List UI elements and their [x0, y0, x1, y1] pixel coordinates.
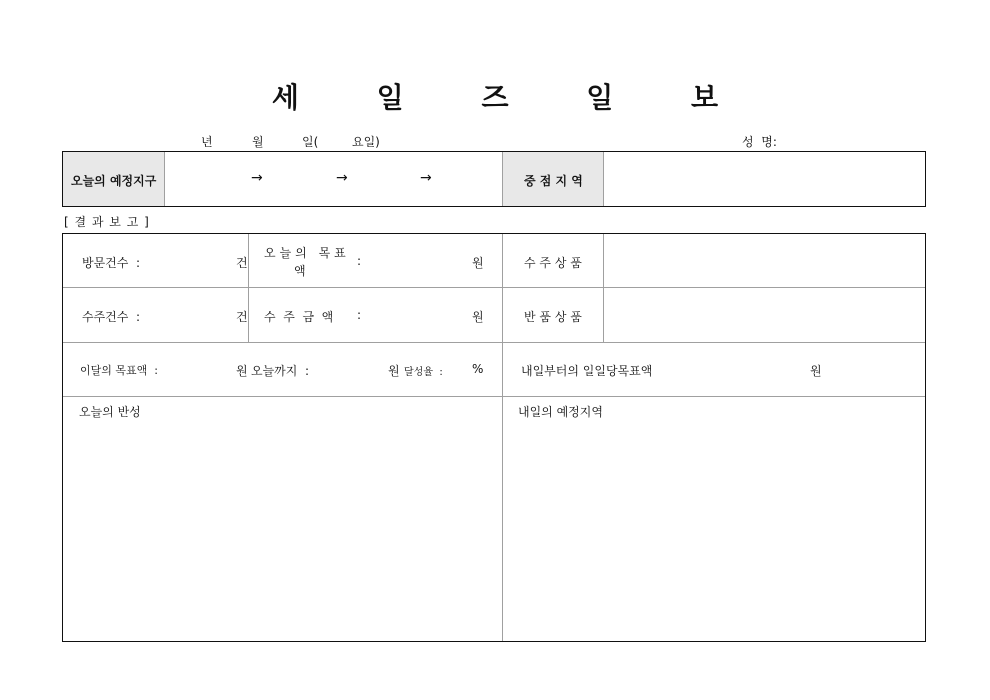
year-label: 년 [201, 135, 213, 149]
visits-unit: 건 [236, 256, 248, 270]
divider [603, 234, 604, 342]
route-arrow-2: → [336, 170, 348, 186]
order-amount-label: 수 주 금 액 [264, 310, 334, 324]
divider [248, 234, 249, 342]
top-table [62, 151, 926, 207]
divider [502, 152, 503, 206]
result-report-label: [ 결 과 보 고 ] [64, 215, 150, 229]
tomorrow-area-label: 내일의 예정지역 [518, 405, 603, 419]
daily-target-label: 오늘의 목표 [264, 246, 350, 260]
so-far-unit: 원 [388, 364, 400, 378]
daily-target-colon: : [357, 254, 362, 268]
returned-products-label: 반 품 상 품 [524, 310, 582, 324]
divider [502, 396, 503, 641]
achievement-label: 달성율 : [404, 367, 443, 378]
weekday-label: 요일) [352, 135, 380, 149]
divider [63, 287, 925, 288]
page-title: 세 일 즈 일 보 [271, 81, 753, 114]
planned-area-label: 오늘의 예정지구 [71, 174, 157, 188]
focus-area-label: 중 점 지 역 [524, 174, 583, 188]
orders-label: 수주건수 : [82, 310, 141, 324]
result-table [62, 233, 926, 642]
divider [63, 396, 925, 397]
divider [502, 234, 503, 396]
ordered-products-label: 수 주 상 품 [524, 256, 582, 270]
divider [164, 152, 165, 206]
divider [63, 342, 925, 343]
orders-unit: 건 [236, 310, 248, 324]
daily-target-label-cont: 액 [294, 264, 306, 278]
daily-target-unit: 원 [472, 256, 484, 270]
day-label: 일( [302, 135, 319, 149]
order-amount-colon: : [357, 308, 362, 322]
route-arrow-1: → [251, 170, 263, 186]
so-far-label: 오늘까지 : [251, 364, 310, 378]
order-amount-unit: 원 [472, 310, 484, 324]
month-label: 월 [252, 135, 264, 149]
tomorrow-daily-target-unit: 원 [810, 364, 822, 378]
reflection-label: 오늘의 반성 [79, 405, 141, 419]
month-target-label: 이달의 목표액 : [80, 364, 158, 377]
month-target-unit: 원 [236, 364, 248, 378]
divider [603, 152, 604, 206]
achievement-unit: % [472, 362, 484, 376]
visits-label: 방문건수 : [82, 256, 141, 270]
tomorrow-daily-target-label: 내일부터의 일일당목표액 [521, 364, 653, 378]
route-arrow-3: → [420, 170, 432, 186]
name-label: 성 명: [742, 135, 777, 149]
